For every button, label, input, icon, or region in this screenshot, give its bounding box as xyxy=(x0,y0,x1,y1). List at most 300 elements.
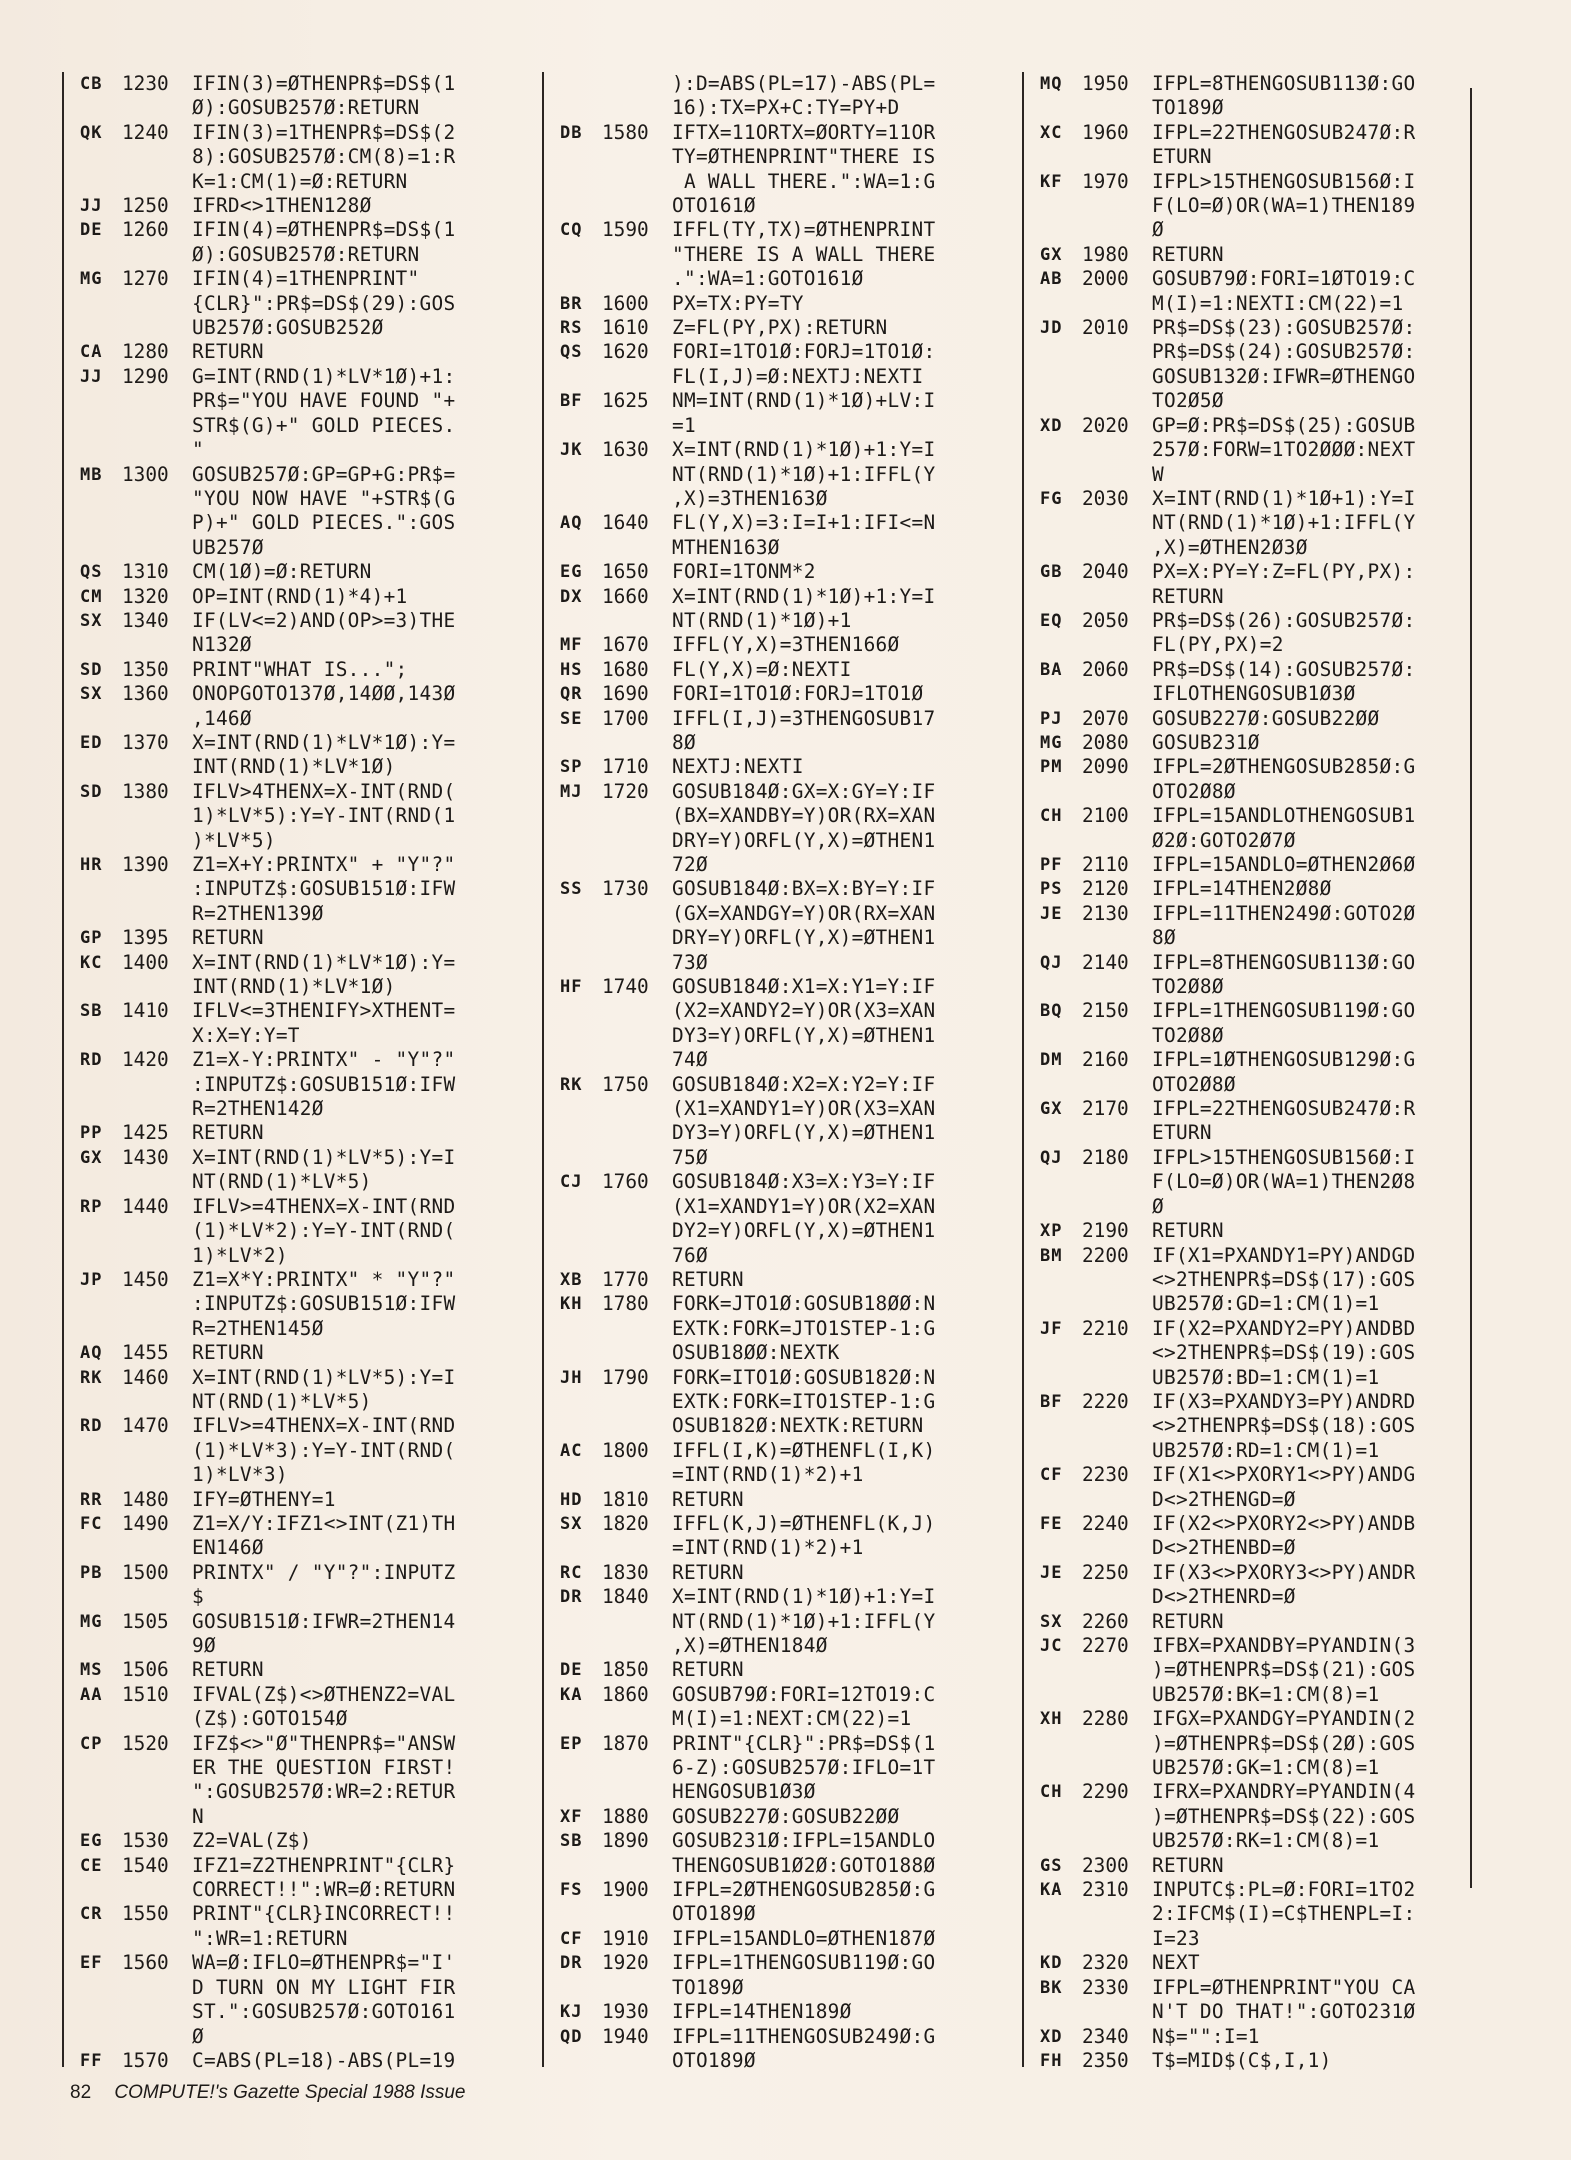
listing-line xyxy=(544,1780,1014,1804)
code-text: Z1=X-Y:PRINTX" - "Y"?" xyxy=(192,1048,456,1072)
code-text: ):D=ABS(PL=17)-ABS(PL= xyxy=(672,72,936,95)
code-text: ST.":GOSUB257Ø:GOTO161 xyxy=(192,2000,456,2024)
code-text: RETURN xyxy=(1152,242,1224,266)
code-text: 1)*LV*5):Y=Y-INT(RND(1 xyxy=(192,804,456,828)
line-number: 1980 xyxy=(1082,242,1129,266)
code-text: OP=INT(RND(1)*4)+1 xyxy=(192,584,408,608)
checksum: FE xyxy=(1040,1513,1063,1534)
code-text: 1)*LV*2) xyxy=(192,1243,288,1267)
listing-line xyxy=(544,1854,1014,1878)
code-text: RETURN xyxy=(1152,1219,1224,1243)
line-number: 1920 xyxy=(602,1951,649,1975)
listing-line xyxy=(64,1244,534,1268)
line-number: 2250 xyxy=(1082,1560,1129,1584)
code-text: "YOU NOW HAVE "+STR$(G xyxy=(192,486,456,510)
listing-line xyxy=(1024,511,1494,535)
line-number: 1300 xyxy=(122,462,169,486)
code-text: FL(Y,X)=3:I=I+1:IFI<=N xyxy=(672,511,936,535)
listing-line xyxy=(1024,658,1494,682)
line-number: 1540 xyxy=(122,1853,169,1877)
listing-line xyxy=(64,1439,534,1463)
code-text: GOSUB151Ø:IFWR=2THEN14 xyxy=(192,1609,456,1633)
listing-line xyxy=(64,682,534,706)
code-text: GOSUB132Ø:IFWR=ØTHENGO xyxy=(1152,364,1416,388)
line-number: 1370 xyxy=(122,730,169,754)
code-text: D<>2THENBD=Ø xyxy=(1152,1536,1296,1560)
code-text: 74Ø xyxy=(672,1048,708,1072)
listing-line xyxy=(1024,877,1494,901)
listing-line xyxy=(544,267,1014,291)
line-number: 1710 xyxy=(602,755,649,779)
checksum: FG xyxy=(1040,488,1063,509)
checksum: HF xyxy=(560,977,583,998)
code-text: INT(RND(1)*LV*1Ø) xyxy=(192,975,396,999)
checksum: SX xyxy=(560,1513,583,1534)
line-number: 1680 xyxy=(602,657,649,681)
code-text: 257Ø:FORW=1TO2ØØØ:NEXT xyxy=(1152,438,1416,462)
listing-line xyxy=(64,365,534,389)
code-text: N132Ø xyxy=(192,633,252,657)
checksum: RD xyxy=(80,1050,103,1071)
listing-line xyxy=(1024,1170,1494,1194)
listing-line xyxy=(544,340,1014,364)
line-number: 1580 xyxy=(602,120,649,144)
listing-line xyxy=(544,511,1014,535)
listing-line xyxy=(64,1024,534,1048)
code-text: P)+" GOLD PIECES.":GOS xyxy=(192,511,456,535)
code-text: PRINT"{CLR}INCORRECT!! xyxy=(192,1902,456,1926)
listing-line xyxy=(64,487,534,511)
checksum: JE xyxy=(1040,1562,1063,1583)
code-text: IFPL=22THENGOSUB247Ø:R xyxy=(1152,1097,1416,1121)
checksum: HS xyxy=(560,659,583,680)
listing-line xyxy=(1024,609,1494,633)
line-number: 1730 xyxy=(602,877,649,901)
checksum: GX xyxy=(80,1147,103,1168)
code-text: ,X)=ØTHEN2Ø3Ø xyxy=(1152,535,1308,559)
line-number: 1780 xyxy=(602,1292,649,1316)
listing-line xyxy=(1024,145,1494,169)
line-number: 2320 xyxy=(1082,1951,1129,1975)
code-text: Z1=X/Y:IFZ1<>INT(Z1)TH xyxy=(192,1511,456,1535)
listing-line xyxy=(544,1756,1014,1780)
checksum: SD xyxy=(80,781,103,802)
listing-line xyxy=(64,1292,534,1316)
listing-line xyxy=(544,536,1014,560)
checksum: MG xyxy=(80,1611,103,1632)
code-text: D<>2THENRD=Ø xyxy=(1152,1585,1296,1609)
checksum: MB xyxy=(80,464,103,485)
listing-line xyxy=(1024,926,1494,950)
checksum: HR xyxy=(80,855,103,875)
listing-line xyxy=(64,633,534,657)
line-number: 1425 xyxy=(122,1121,169,1145)
listing-line xyxy=(1024,1366,1494,1390)
line-number: 1640 xyxy=(602,511,649,535)
code-text: GOSUB184Ø:X1=X:Y1=Y:IF xyxy=(672,975,936,999)
line-number: 1455 xyxy=(122,1341,169,1365)
checksum: BR xyxy=(560,293,583,314)
listing-line xyxy=(64,1805,534,1829)
listing-line xyxy=(1024,999,1494,1023)
listing-line xyxy=(544,2049,1014,2073)
listing-line xyxy=(1024,389,1494,413)
code-text: Ø xyxy=(1152,218,1164,242)
listing-line xyxy=(544,1732,1014,1756)
line-number: 1670 xyxy=(602,633,649,657)
listing-line xyxy=(1024,633,1494,657)
line-number: 1420 xyxy=(122,1048,169,1072)
listing-line xyxy=(544,1390,1014,1414)
checksum: XB xyxy=(560,1269,583,1290)
checksum: RS xyxy=(560,318,583,339)
listing-line xyxy=(64,780,534,804)
code-text: PRINT"WHAT IS..."; xyxy=(192,657,408,681)
line-number: 1270 xyxy=(122,267,169,291)
line-number: 2180 xyxy=(1082,1145,1129,1169)
code-text: X=INT(RND(1)*LV*1Ø):Y= xyxy=(192,730,456,754)
listing-line xyxy=(544,316,1014,340)
line-number: 2040 xyxy=(1082,560,1129,584)
line-number: 1750 xyxy=(602,1072,649,1096)
listing-line xyxy=(1024,804,1494,828)
line-number: 2190 xyxy=(1082,1219,1129,1243)
code-text: =1 xyxy=(672,413,696,437)
listing-line xyxy=(1024,72,1494,96)
code-text: X=INT(RND(1)*1Ø+1):Y=I xyxy=(1152,486,1416,510)
page-footer xyxy=(70,2082,465,2104)
code-text: " xyxy=(192,438,204,462)
listing-line xyxy=(544,1341,1014,1365)
code-text: NT(RND(1)*LV*5) xyxy=(192,1170,372,1194)
listing-line xyxy=(544,1121,1014,1145)
listing-line xyxy=(544,243,1014,267)
listing-line xyxy=(1024,1512,1494,1536)
listing-line xyxy=(64,536,534,560)
code-text: IF(X3<>PXORY3<>PY)ANDR xyxy=(1152,1560,1416,1584)
code-text: IFIN(4)=ØTHENPR$=DS$(1 xyxy=(192,218,456,242)
code-text: "THERE IS A WALL THERE xyxy=(672,242,936,266)
checksum: BA xyxy=(1040,659,1063,680)
checksum: PF xyxy=(1040,855,1063,875)
code-text: 76Ø xyxy=(672,1243,708,1267)
checksum: SS xyxy=(560,879,583,900)
listing-line xyxy=(1024,902,1494,926)
listing-line xyxy=(1024,1488,1494,1512)
checksum: RK xyxy=(80,1367,103,1388)
checksum: QJ xyxy=(1040,1147,1063,1168)
checksum: AB xyxy=(1040,269,1063,290)
line-number: 2350 xyxy=(1082,2048,1129,2072)
checksum: GP xyxy=(80,928,103,949)
listing-line xyxy=(544,414,1014,438)
listing-line xyxy=(64,1195,534,1219)
listing-line xyxy=(64,1829,534,1853)
checksum: DM xyxy=(1040,1050,1063,1071)
code-text: IF(X1=PXANDY1=PY)ANDGD xyxy=(1152,1243,1416,1267)
code-text: GOSUB184Ø:X3=X:Y3=Y:IF xyxy=(672,1170,936,1194)
listing-line xyxy=(64,1366,534,1390)
listing-line xyxy=(64,1121,534,1145)
listing-line xyxy=(64,1756,534,1780)
listing-line xyxy=(544,1366,1014,1390)
listing-line xyxy=(64,194,534,218)
listing-line xyxy=(1024,1732,1494,1756)
listing-line xyxy=(1024,1439,1494,1463)
code-text: WA=Ø:IFLO=ØTHENPR$="I' xyxy=(192,1951,456,1975)
code-text: (GX=XANDGY=Y)OR(RX=XAN xyxy=(672,901,936,925)
listing-line xyxy=(1024,1634,1494,1658)
checksum: QS xyxy=(80,562,103,583)
listing-line xyxy=(544,1536,1014,1560)
publication-title: COMPUTE!'s Gazette Special 1988 Issue xyxy=(114,2082,466,2103)
line-number: 2310 xyxy=(1082,1878,1129,1902)
code-text: IFZ$<>"Ø"THENPR$="ANSW xyxy=(192,1731,456,1755)
listing-line xyxy=(64,316,534,340)
listing-line xyxy=(544,1561,1014,1585)
code-text: OTO189Ø xyxy=(672,2048,756,2072)
listing-line xyxy=(64,1585,534,1609)
checksum: PB xyxy=(80,1562,103,1583)
line-number: 1720 xyxy=(602,779,649,803)
code-text: INPUTC$:PL=Ø:FORI=1TO2 xyxy=(1152,1878,1416,1902)
code-text: TO189Ø xyxy=(1152,96,1224,120)
code-text: $ xyxy=(192,1585,204,1609)
code-text: FORI=1TO1Ø:FORJ=1TO1Ø xyxy=(672,682,924,706)
listing-line xyxy=(1024,853,1494,877)
checksum: JF xyxy=(1040,1318,1063,1339)
listing-line xyxy=(544,609,1014,633)
code-text: RETURN xyxy=(1152,584,1224,608)
listing-line xyxy=(544,1439,1014,1463)
listing-line xyxy=(64,755,534,779)
listing-line xyxy=(1024,1195,1494,1219)
listing-line xyxy=(544,1805,1014,1829)
code-text: IFPL=15ANDLO=ØTHEN187Ø xyxy=(672,1926,936,1950)
code-text: RETURN xyxy=(672,1658,744,1682)
listing-line xyxy=(544,1097,1014,1121)
code-text: IFPL=2ØTHENGOSUB285Ø:G xyxy=(1152,755,1416,779)
listing-line xyxy=(64,1341,534,1365)
checksum: MQ xyxy=(1040,74,1063,94)
code-text: IFFL(TY,TX)=ØTHENPRINT xyxy=(672,218,936,242)
listing-line xyxy=(64,560,534,584)
code-text: Ø):GOSUB257Ø:RETURN xyxy=(192,242,420,266)
checksum: KH xyxy=(560,1294,583,1315)
listing-line xyxy=(1024,1658,1494,1682)
listing-line xyxy=(64,951,534,975)
code-text: IFPL=14THEN189Ø xyxy=(672,2000,852,2024)
listing-line xyxy=(1024,1610,1494,1634)
checksum: CR xyxy=(80,1904,103,1925)
checksum: RP xyxy=(80,1196,103,1217)
line-number: 1840 xyxy=(602,1585,649,1609)
code-text: RETURN xyxy=(192,1658,264,1682)
code-text: 6-Z):GOSUB257Ø:IFLO=1T xyxy=(672,1756,936,1780)
line-number: 1760 xyxy=(602,1170,649,1194)
listing-line xyxy=(64,731,534,755)
code-text: GOSUB231Ø:IFPL=15ANDLO xyxy=(672,1829,936,1853)
listing-line xyxy=(1024,487,1494,511)
listing-line xyxy=(64,1048,534,1072)
line-number: 1260 xyxy=(122,218,169,242)
code-text: ,X)=ØTHEN184Ø xyxy=(672,1634,828,1657)
line-number: 2170 xyxy=(1082,1097,1129,1121)
checksum: KJ xyxy=(560,2002,583,2023)
checksum: DR xyxy=(560,1587,583,1608)
listing-line xyxy=(1024,414,1494,438)
checksum: EG xyxy=(80,1831,103,1852)
code-text: IFFL(I,J)=3THENGOSUB17 xyxy=(672,706,936,730)
line-number: 2120 xyxy=(1082,877,1129,901)
line-number: 1290 xyxy=(122,364,169,388)
code-text: IFPL>15THENGOSUB156Ø:I xyxy=(1152,1145,1416,1169)
code-text: TO2Ø8Ø xyxy=(1152,1023,1224,1047)
checksum: HD xyxy=(560,1489,583,1510)
line-number: 1910 xyxy=(602,1926,649,1950)
line-number: 2090 xyxy=(1082,755,1129,779)
checksum: DR xyxy=(560,1953,583,1974)
listing-line xyxy=(64,1463,534,1487)
code-text: X:X=Y:Y=T xyxy=(192,1023,300,1047)
line-number: 1230 xyxy=(122,72,169,95)
line-number: 1630 xyxy=(602,438,649,462)
listing-line xyxy=(544,877,1014,901)
listing-line xyxy=(64,414,534,438)
checksum: PJ xyxy=(1040,708,1063,729)
code-text: IFFL(Y,X)=3THEN166Ø xyxy=(672,633,900,657)
listing-line xyxy=(1024,951,1494,975)
listing-line xyxy=(64,1707,534,1731)
line-number: 2020 xyxy=(1082,413,1129,437)
checksum: CQ xyxy=(560,220,583,241)
code-text: Ø xyxy=(192,2024,204,2048)
code-text: PR$="YOU HAVE FOUND "+ xyxy=(192,389,456,413)
code-text: IFPL=15ANDLOTHENGOSUB1 xyxy=(1152,804,1416,828)
code-text: N xyxy=(192,1804,204,1828)
line-number: 1800 xyxy=(602,1438,649,1462)
listing-line xyxy=(1024,560,1494,584)
code-text: IFLV<=3THENIFY>XTHENT= xyxy=(192,999,456,1023)
listing-line xyxy=(1024,1780,1494,1804)
line-number: 2150 xyxy=(1082,999,1129,1023)
code-text: R=2THEN145Ø xyxy=(192,1316,324,1340)
listing-line xyxy=(544,1902,1014,1926)
line-number: 1770 xyxy=(602,1267,649,1291)
listing-line xyxy=(1024,1805,1494,1829)
checksum: QS xyxy=(560,342,583,363)
listing-line xyxy=(64,707,534,731)
line-number: 1620 xyxy=(602,340,649,364)
listing-line xyxy=(64,804,534,828)
code-text: DY3=Y)ORFL(Y,X)=ØTHEN1 xyxy=(672,1023,936,1047)
code-text: GOSUB184Ø:GX=X:GY=Y:IF xyxy=(672,779,936,803)
line-number: 1950 xyxy=(1082,72,1129,95)
page-number: 82 xyxy=(70,2082,92,2103)
code-text: UB257Ø:GOSUB252Ø xyxy=(192,316,384,340)
listing-line xyxy=(64,438,534,462)
code-text: IFPL=1THENGOSUB119Ø:GO xyxy=(1152,999,1416,1023)
listing-line xyxy=(1024,170,1494,194)
checksum: KC xyxy=(80,952,103,973)
code-text: ,146Ø xyxy=(192,706,252,730)
listing-line xyxy=(1024,707,1494,731)
code-text: GP=Ø:PR$=DS$(25):GOSUB xyxy=(1152,413,1416,437)
code-text: (X1=XANDY1=Y)OR(X3=XAN xyxy=(672,1097,936,1121)
checksum: FS xyxy=(560,1880,583,1901)
checksum: MJ xyxy=(560,781,583,802)
code-text: IF(X2=PXANDY2=PY)ANDBD xyxy=(1152,1316,1416,1340)
listing-line xyxy=(544,1024,1014,1048)
line-number: 1340 xyxy=(122,608,169,632)
code-text: UB257Ø:BK=1:CM(8)=1 xyxy=(1152,1682,1380,1706)
listing-line xyxy=(64,1268,534,1292)
line-number: 1506 xyxy=(122,1658,169,1682)
code-text: RETURN xyxy=(192,926,264,950)
checksum: EP xyxy=(560,1733,583,1754)
listing-line xyxy=(544,96,1014,120)
checksum: KF xyxy=(1040,171,1063,192)
code-text: FL(I,J)=Ø:NEXTJ:NEXTI xyxy=(672,364,924,388)
line-number: 2290 xyxy=(1082,1780,1129,1804)
listing-line xyxy=(544,218,1014,242)
listing-line xyxy=(1024,2025,1494,2049)
code-text: EXTK:FORK=ITO1STEP-1:G xyxy=(672,1389,936,1413)
listing-line xyxy=(1024,1146,1494,1170)
code-text: IFFL(I,K)=ØTHENFL(I,K) xyxy=(672,1438,936,1462)
code-text: FL(PY,PX)=2 xyxy=(1152,633,1284,657)
code-text: K=1:CM(1)=Ø:RETURN xyxy=(192,169,408,193)
listing-line xyxy=(64,2025,534,2049)
line-number: 2080 xyxy=(1082,730,1129,754)
listing-line xyxy=(544,902,1014,926)
listing-line xyxy=(64,267,534,291)
code-text: M(I)=1:NEXTI:CM(22)=1 xyxy=(1152,291,1404,315)
line-number: 2060 xyxy=(1082,657,1129,681)
listing-line xyxy=(64,1317,534,1341)
code-text: 8Ø xyxy=(672,730,696,754)
listing-line xyxy=(1024,1707,1494,1731)
code-text: TO2Ø5Ø xyxy=(1152,389,1224,413)
listing-line xyxy=(544,999,1014,1023)
listing-line xyxy=(64,1536,534,1560)
code-text: PRINT"{CLR}":PR$=DS$(1 xyxy=(672,1731,936,1755)
code-text: X=INT(RND(1)*LV*1Ø):Y= xyxy=(192,950,456,974)
listing-line xyxy=(1024,218,1494,242)
code-text: TO189Ø xyxy=(672,1975,744,1999)
listing-line xyxy=(64,1854,534,1878)
listing-line xyxy=(64,853,534,877)
listing-line xyxy=(544,633,1014,657)
code-text: NT(RND(1)*1Ø)+1:IFFL(Y xyxy=(672,462,936,486)
listing-line xyxy=(544,926,1014,950)
line-number: 1490 xyxy=(122,1511,169,1535)
line-number: 1870 xyxy=(602,1731,649,1755)
checksum: AQ xyxy=(560,513,583,534)
checksum: RK xyxy=(560,1074,583,1095)
checksum: AQ xyxy=(80,1343,103,1364)
code-text: IFZ1=Z2THENPRINT"{CLR} xyxy=(192,1853,456,1877)
line-number: 2230 xyxy=(1082,1463,1129,1487)
code-text: D TURN ON MY LIGHT FIR xyxy=(192,1975,456,1999)
checksum: RC xyxy=(560,1562,583,1583)
listing-line xyxy=(64,1097,534,1121)
code-text: IFGX=PXANDGY=PYANDIN(2 xyxy=(1152,1707,1416,1731)
code-text: (Z$):GOTO154Ø xyxy=(192,1707,348,1731)
code-text: =INT(RND(1)*2)+1 xyxy=(672,1536,864,1560)
checksum: FC xyxy=(80,1513,103,1534)
line-number: 1970 xyxy=(1082,169,1129,193)
